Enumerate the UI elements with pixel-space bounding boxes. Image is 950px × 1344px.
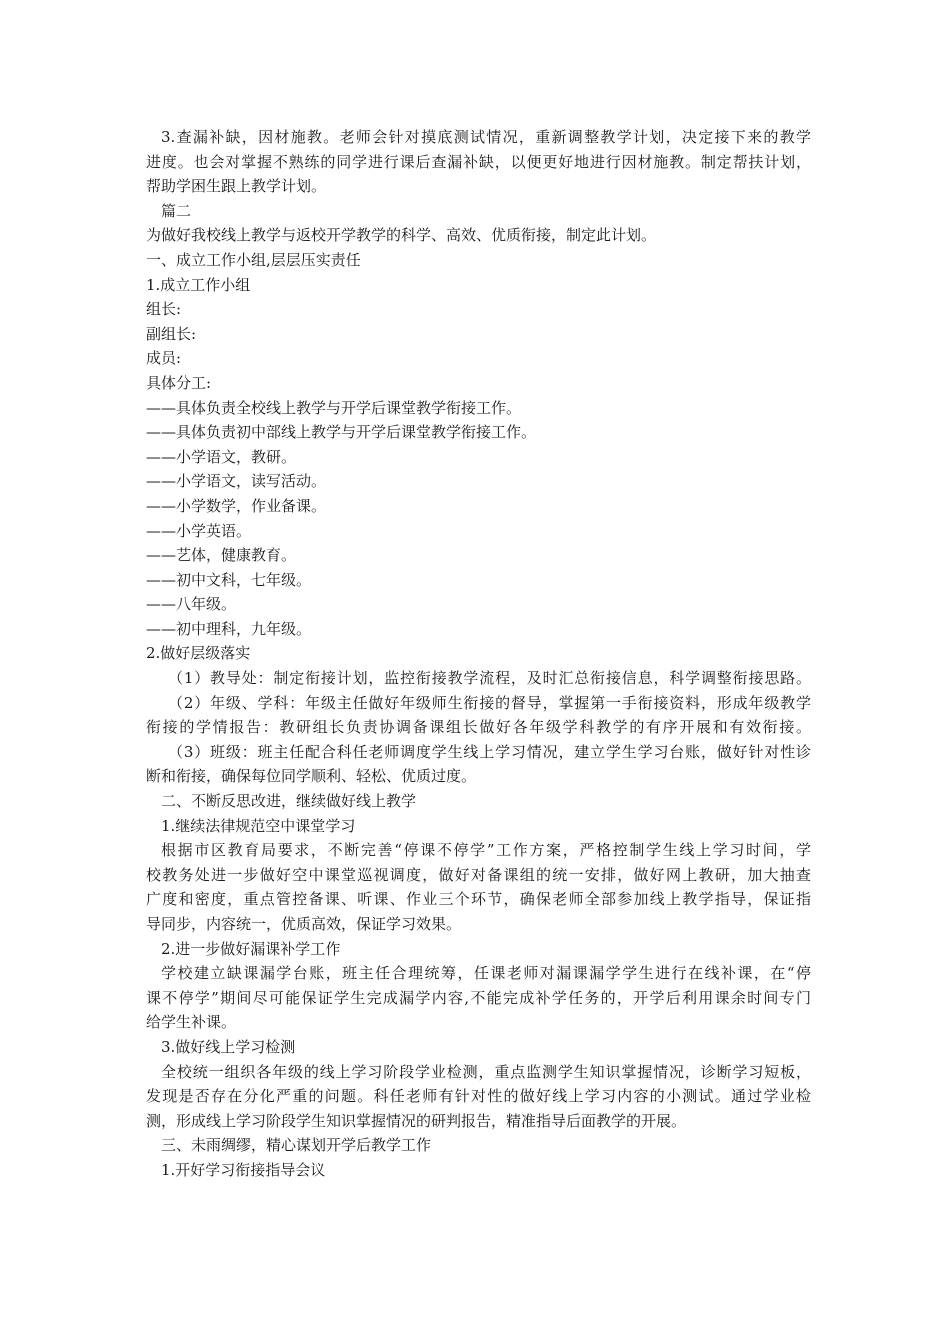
text-line: 3.做好线上学习检测: [161, 1037, 296, 1056]
text-line: 导同步，内容统一，优质高效，保证学习效果。: [146, 915, 462, 933]
text-line: 断和衔接，确保每位同学顺利、轻松、优质过度。: [146, 767, 477, 786]
text-line: 篇二: [161, 201, 192, 220]
text-line: 成员:: [146, 349, 182, 368]
text-line: 具体分工:: [146, 373, 212, 392]
text-line: 1.开好学习衔接指导会议: [161, 1160, 326, 1179]
text-line: 测，形成线上学习阶段学生知识掌握情况的研判报告，精准指导后面教学的开展。: [146, 1111, 687, 1130]
text-line: ——小学数学，作业备课。: [146, 496, 327, 515]
text-line: 2.进一步做好漏课补学工作: [161, 939, 341, 958]
text-line: 2.做好层级落实: [146, 644, 251, 663]
text-line: （3）班级：班主任配合科任老师调度学生线上学习情况，建立学生学习台账，做好针对性诊: [168, 742, 811, 761]
text-line: （1）教导处：制定衔接计划，监控衔接教学流程，及时汇总衔接信息，科学调整衔接思路。: [168, 669, 811, 688]
document-body: [146, 125, 811, 1183]
text-line: ——初中理科，九年级。: [146, 619, 312, 638]
text-line: 课不停学”期间尽可能保证学生完成漏学内容,不能完成补学任务的，开学后利用课余时间专门: [146, 988, 811, 1007]
text-line: ——具体负责全校线上教学与开学后课堂教学衔接工作。: [146, 398, 522, 417]
text-line: 衔接的学情报告：教研组长负责协调备课组长做好各年级学科教学的有序开展和有效衔接。: [146, 718, 811, 737]
text-line: （2）年级、学科：年级主任做好年级师生衔接的督导，掌握第一手衔接资料，形成年级教学: [168, 693, 811, 712]
text-line: 给学生补课。: [146, 1013, 237, 1032]
text-line: 全校统一组织各年级的线上学习阶段学业检测，重点监测学生知识掌握情况，诊断学习短板，: [161, 1062, 811, 1081]
text-line: 一、成立工作小组,层层压实责任: [146, 250, 361, 269]
text-line: 校教务处进一步做好空中课堂巡视调度，做好对备课组的统一安排，做好网上教研，加大抽查: [146, 865, 811, 884]
text-line: 1.继续法律规范空中课堂学习: [161, 816, 356, 835]
text-line: ——小学语文，教研。: [146, 447, 297, 466]
text-line: 三、未雨绸缪，精心谋划开学后教学工作: [161, 1136, 432, 1155]
text-line: 根据市区教育局要求，不断完善“停课不停学”工作方案，严格控制学生线上学习时间，学: [161, 841, 811, 860]
text-line: 发现是否存在分化严重的问题。科任老师有针对性的做好线上学习内容的小测试。通过学业检: [146, 1087, 811, 1106]
text-line: 二、不断反思改进，继续做好线上教学: [161, 792, 417, 811]
text-line: ——艺体，健康教育。: [146, 546, 297, 565]
text-line: 组长:: [146, 300, 182, 319]
text-line: 副组长:: [146, 324, 197, 343]
text-line: 1.成立工作小组: [146, 275, 251, 294]
text-line: 学校建立缺课漏学台账，班主任合理统筹，任课老师对漏课漏学学生进行在线补课，在“停: [161, 964, 811, 983]
text-line: ——小学语文，读写活动。: [146, 472, 327, 491]
text-line: 为做好我校线上教学与返校开学教学的科学、高效、优质衔接，制定此计划。: [146, 226, 657, 245]
text-line: ——初中文科，七年级。: [146, 570, 312, 589]
text-line: 帮助学困生跟上教学计划。: [146, 177, 327, 196]
text-line: ——具体负责初中部线上教学与开学后课堂教学衔接工作。: [146, 423, 537, 442]
text-line: ——八年级。: [146, 595, 237, 614]
text-line: 广度和密度，重点管控备课、听课、作业三个环节，确保老师全部参加线上教学指导，保证指: [146, 890, 811, 909]
text-line: 3.查漏补缺，因材施教。老师会针对摸底测试情况，重新调整教学计划，决定接下来的教学: [161, 128, 811, 146]
text-line: 进度。也会对掌握不熟练的同学进行课后查漏补缺，以便更好地进行因材施教。制定帮扶计划，: [146, 152, 811, 171]
text-line: ——小学英语。: [146, 521, 252, 540]
